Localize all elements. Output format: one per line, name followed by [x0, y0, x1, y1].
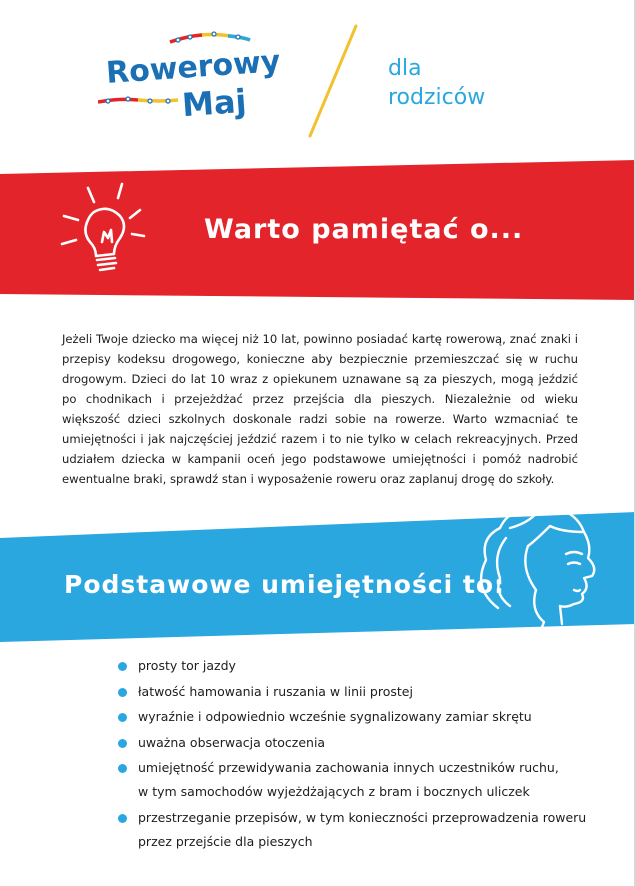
bullet-dot-icon — [118, 688, 127, 697]
list-item — [118, 680, 588, 704]
skills-section-title: Podstawowe umiejętności to: — [64, 570, 506, 599]
list-item-text-continued: przez przejście dla pieszych — [138, 833, 313, 849]
skills-list — [118, 654, 588, 855]
bullet-dot-icon — [118, 713, 127, 722]
logo-word-rowerowy: Rowerowy — [104, 43, 282, 92]
list-item — [118, 705, 588, 729]
girl-face-icon — [470, 498, 612, 648]
list-item-text-continued: w tym samochodów wyjeżdżających z bram i bocznych uliczek — [138, 784, 530, 799]
list-item — [118, 806, 588, 854]
list-item-text: prosty tor jazdy — [138, 658, 236, 673]
logo-word-maj: Maj — [180, 81, 248, 125]
intro-paragraph: Jeżeli Twoje dziecko ma więcej niż 10 lat, powinno posiadać kartę rowerową, znać znaki i przepisy kodeksu drogowego, konieczne aby bezpiecznie przemieszczać się w ruchu drogowym. Dzieci do lat 10 wraz z opiekunem uznawane są za pieszych, mogą jeździć po chodnikach i przejeżdżać przez przejścia dla pieszych. Niezależnie od wieku większość dzieci szkolnych doskonale radzi sobie na rowerze. Warto wzmacniać te umiejętności i jak najczęściej jeździć razem i to nie tylko w celach rekreacyjnych. Przed udziałem dziecka w kampanii oceń jego podstawowe umiejętności i pomóż nadrobić ewentualne braki, sprawdź stan i wyposażenie roweru oraz zaplanuj drogę do szkoły. — [62, 331, 578, 486]
list-item — [118, 654, 588, 678]
tagline-line-2: rodziców — [388, 85, 486, 110]
list-item-text: umiejętność przewidywania zachowania innych uczestników ruchu, — [138, 760, 559, 775]
bullet-dot-icon — [118, 814, 127, 823]
light-bulb-icon — [48, 180, 158, 280]
yellow-slash-divider — [298, 22, 368, 140]
tagline — [388, 54, 485, 112]
list-item — [118, 756, 588, 804]
tagline-line-1: dla — [388, 56, 422, 81]
bullet-dot-icon — [118, 764, 127, 773]
remember-section-title: Warto pamiętać o... — [204, 214, 524, 245]
list-item-text: wyraźnie i odpowiednio wcześnie sygnalizowany zamiar skrętu — [138, 709, 532, 724]
list-item-text: łatwość hamowania i ruszania w linii prostej — [138, 683, 413, 699]
list-item — [118, 731, 588, 755]
list-item-text: przestrzeganie przepisów, w tym konieczności przeprowadzenia roweru — [138, 809, 587, 825]
list-item-text: uważna obserwacja otoczenia — [138, 734, 326, 750]
logo-rowerowy-maj — [98, 28, 282, 138]
bullet-dot-icon — [118, 739, 127, 748]
bullet-dot-icon — [118, 662, 127, 671]
